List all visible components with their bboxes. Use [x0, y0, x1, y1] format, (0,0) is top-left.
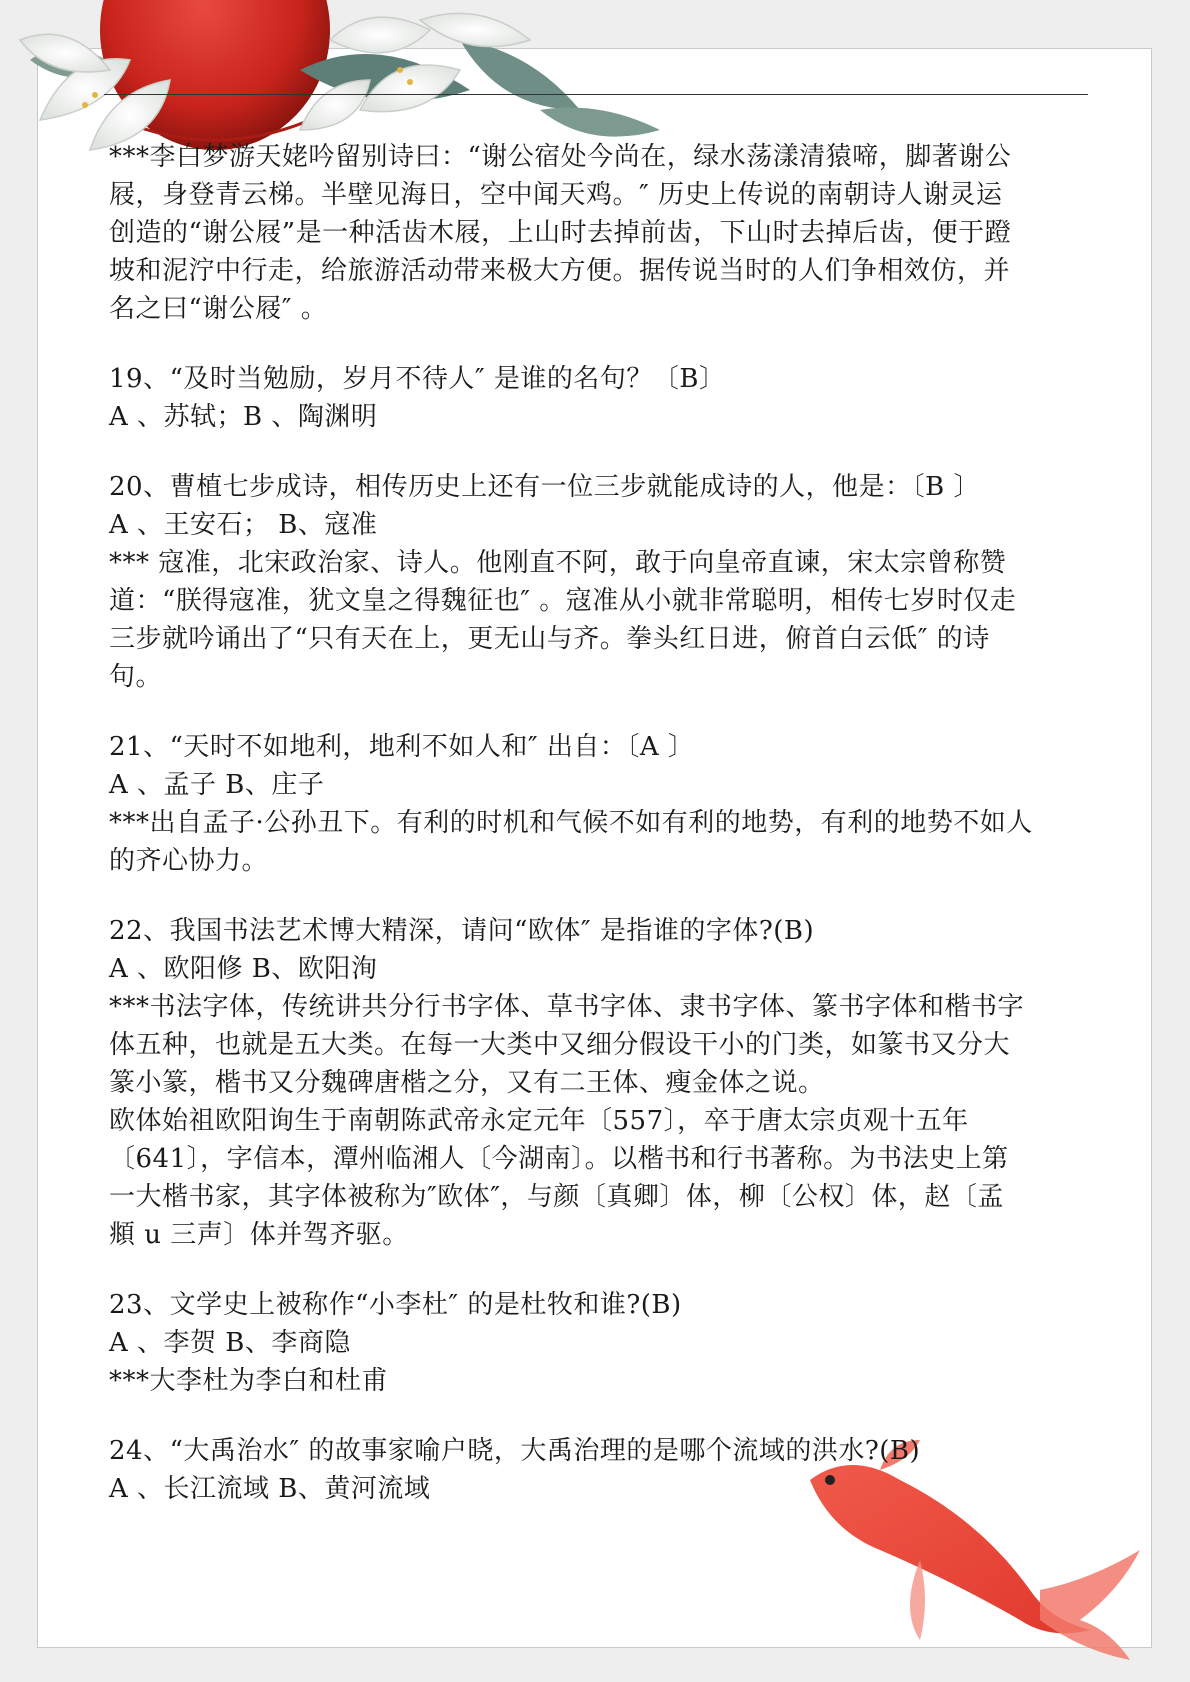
intro-paragraph [109, 138, 1109, 328]
text-line: 名之曰“谢公屐″ 。 [109, 294, 328, 324]
text-line: 屐，身登青云梯。半壁见海日，空中闻天鸡。″ 历史上传说的南朝诗人谢灵运 [109, 180, 1003, 210]
answer-options: A 、苏轼；B 、陶渊明 [109, 402, 378, 432]
explanation-line: 三步就吟诵出了“只有天在上，更无山与齐。拳头红日进，俯首白云低″ 的诗 [109, 624, 990, 654]
answer-options: A 、长江流域 B、黄河流域 [109, 1474, 431, 1504]
question-text: 20、曹植七步成诗，相传历史上还有一位三步就能成诗的人，他是：〔B 〕 [109, 472, 980, 502]
explanation-line: 体五种，也就是五大类。在每一大类中又细分假设干小的门类，如篆书又分大 [109, 1030, 1011, 1060]
answer-options: A 、李贺 B、李商隐 [109, 1328, 351, 1358]
explanation-line: 一大楷书家，其字体被称为″欧体″，与颜〔真卿〕体，柳〔公权〕体，赵〔孟 [109, 1182, 1004, 1212]
question-text: 21、“天时不如地利，地利不如人和″ 出自：〔A 〕 [109, 732, 695, 762]
answer-options: A 、欧阳修 B、欧阳洵 [109, 954, 378, 984]
explanation-line: ***大李杜为李白和杜甫 [109, 1366, 389, 1396]
question-24 [109, 1432, 1109, 1508]
question-21 [109, 728, 1109, 880]
explanation-line: 道：“朕得寇准，犹文皇之得魏征也″ 。寇准从小就非常聪明，相传七岁时仅走 [109, 586, 1017, 616]
document-body [109, 138, 1109, 1540]
explanation-line: ***出自孟子·公孙丑下。有利的时机和气候不如有利的地势，有利的地势不如人 [109, 808, 1033, 838]
explanation-line: 篆小篆，楷书又分魏碑唐楷之分，又有二王体、瘦金体之说。 [109, 1068, 825, 1098]
explanation-line: 〔641〕，字信本，潭州临湘人〔今湖南〕。以楷书和行书著称。为书法史上第 [109, 1144, 1009, 1174]
header-rule [104, 94, 1088, 95]
question-text: 22、我国书法艺术博大精深，请问“欧体″ 是指谁的字体?(B) [109, 916, 815, 946]
explanation-line: ***书法字体，传统讲共分行书字体、草书字体、隶书字体、篆书字体和楷书字 [109, 992, 1025, 1022]
explanation-line: 的齐心协力。 [109, 846, 269, 876]
question-22 [109, 912, 1109, 1254]
answer-options: A 、孟子 B、庄子 [109, 770, 325, 800]
answer-options: A 、王安石； B、寇准 [109, 510, 378, 540]
text-line: 坡和泥泞中行走，给旅游活动带来极大方便。据传说当时的人们争相效仿，并 [109, 256, 1011, 286]
text-line: 创造的“谢公屐”是一种活齿木屐，上山时去掉前齿，下山时去掉后齿，便于蹬 [109, 218, 1012, 248]
explanation-line: 句。 [109, 662, 163, 692]
explanation-line: 欧体始祖欧阳询生于南朝陈武帝永定元年〔557〕，卒于唐太宗贞观十五年 [109, 1106, 969, 1136]
explanation-line: 頫 u 三声〕体并驾齐驱。 [109, 1220, 409, 1250]
question-text: 24、“大禹治水″ 的故事家喻户晓，大禹治理的是哪个流域的洪水?(B) [109, 1436, 921, 1466]
question-20 [109, 468, 1109, 696]
question-text: 19、“及时当勉励，岁月不待人″ 是谁的名句？〔B〕 [109, 364, 726, 394]
question-19 [109, 360, 1109, 436]
question-23 [109, 1286, 1109, 1400]
text-line: ***李白梦游天姥吟留别诗曰：“谢公宿处今尚在，绿水荡漾清猿啼，脚著谢公 [109, 142, 1012, 172]
explanation-line: *** 寇准，北宋政治家、诗人。他刚直不阿，敢于向皇帝直谏，宋太宗曾称赞 [109, 548, 1007, 578]
question-text: 23、文学史上被称作“小李杜″ 的是杜牧和谁?(B) [109, 1290, 682, 1320]
